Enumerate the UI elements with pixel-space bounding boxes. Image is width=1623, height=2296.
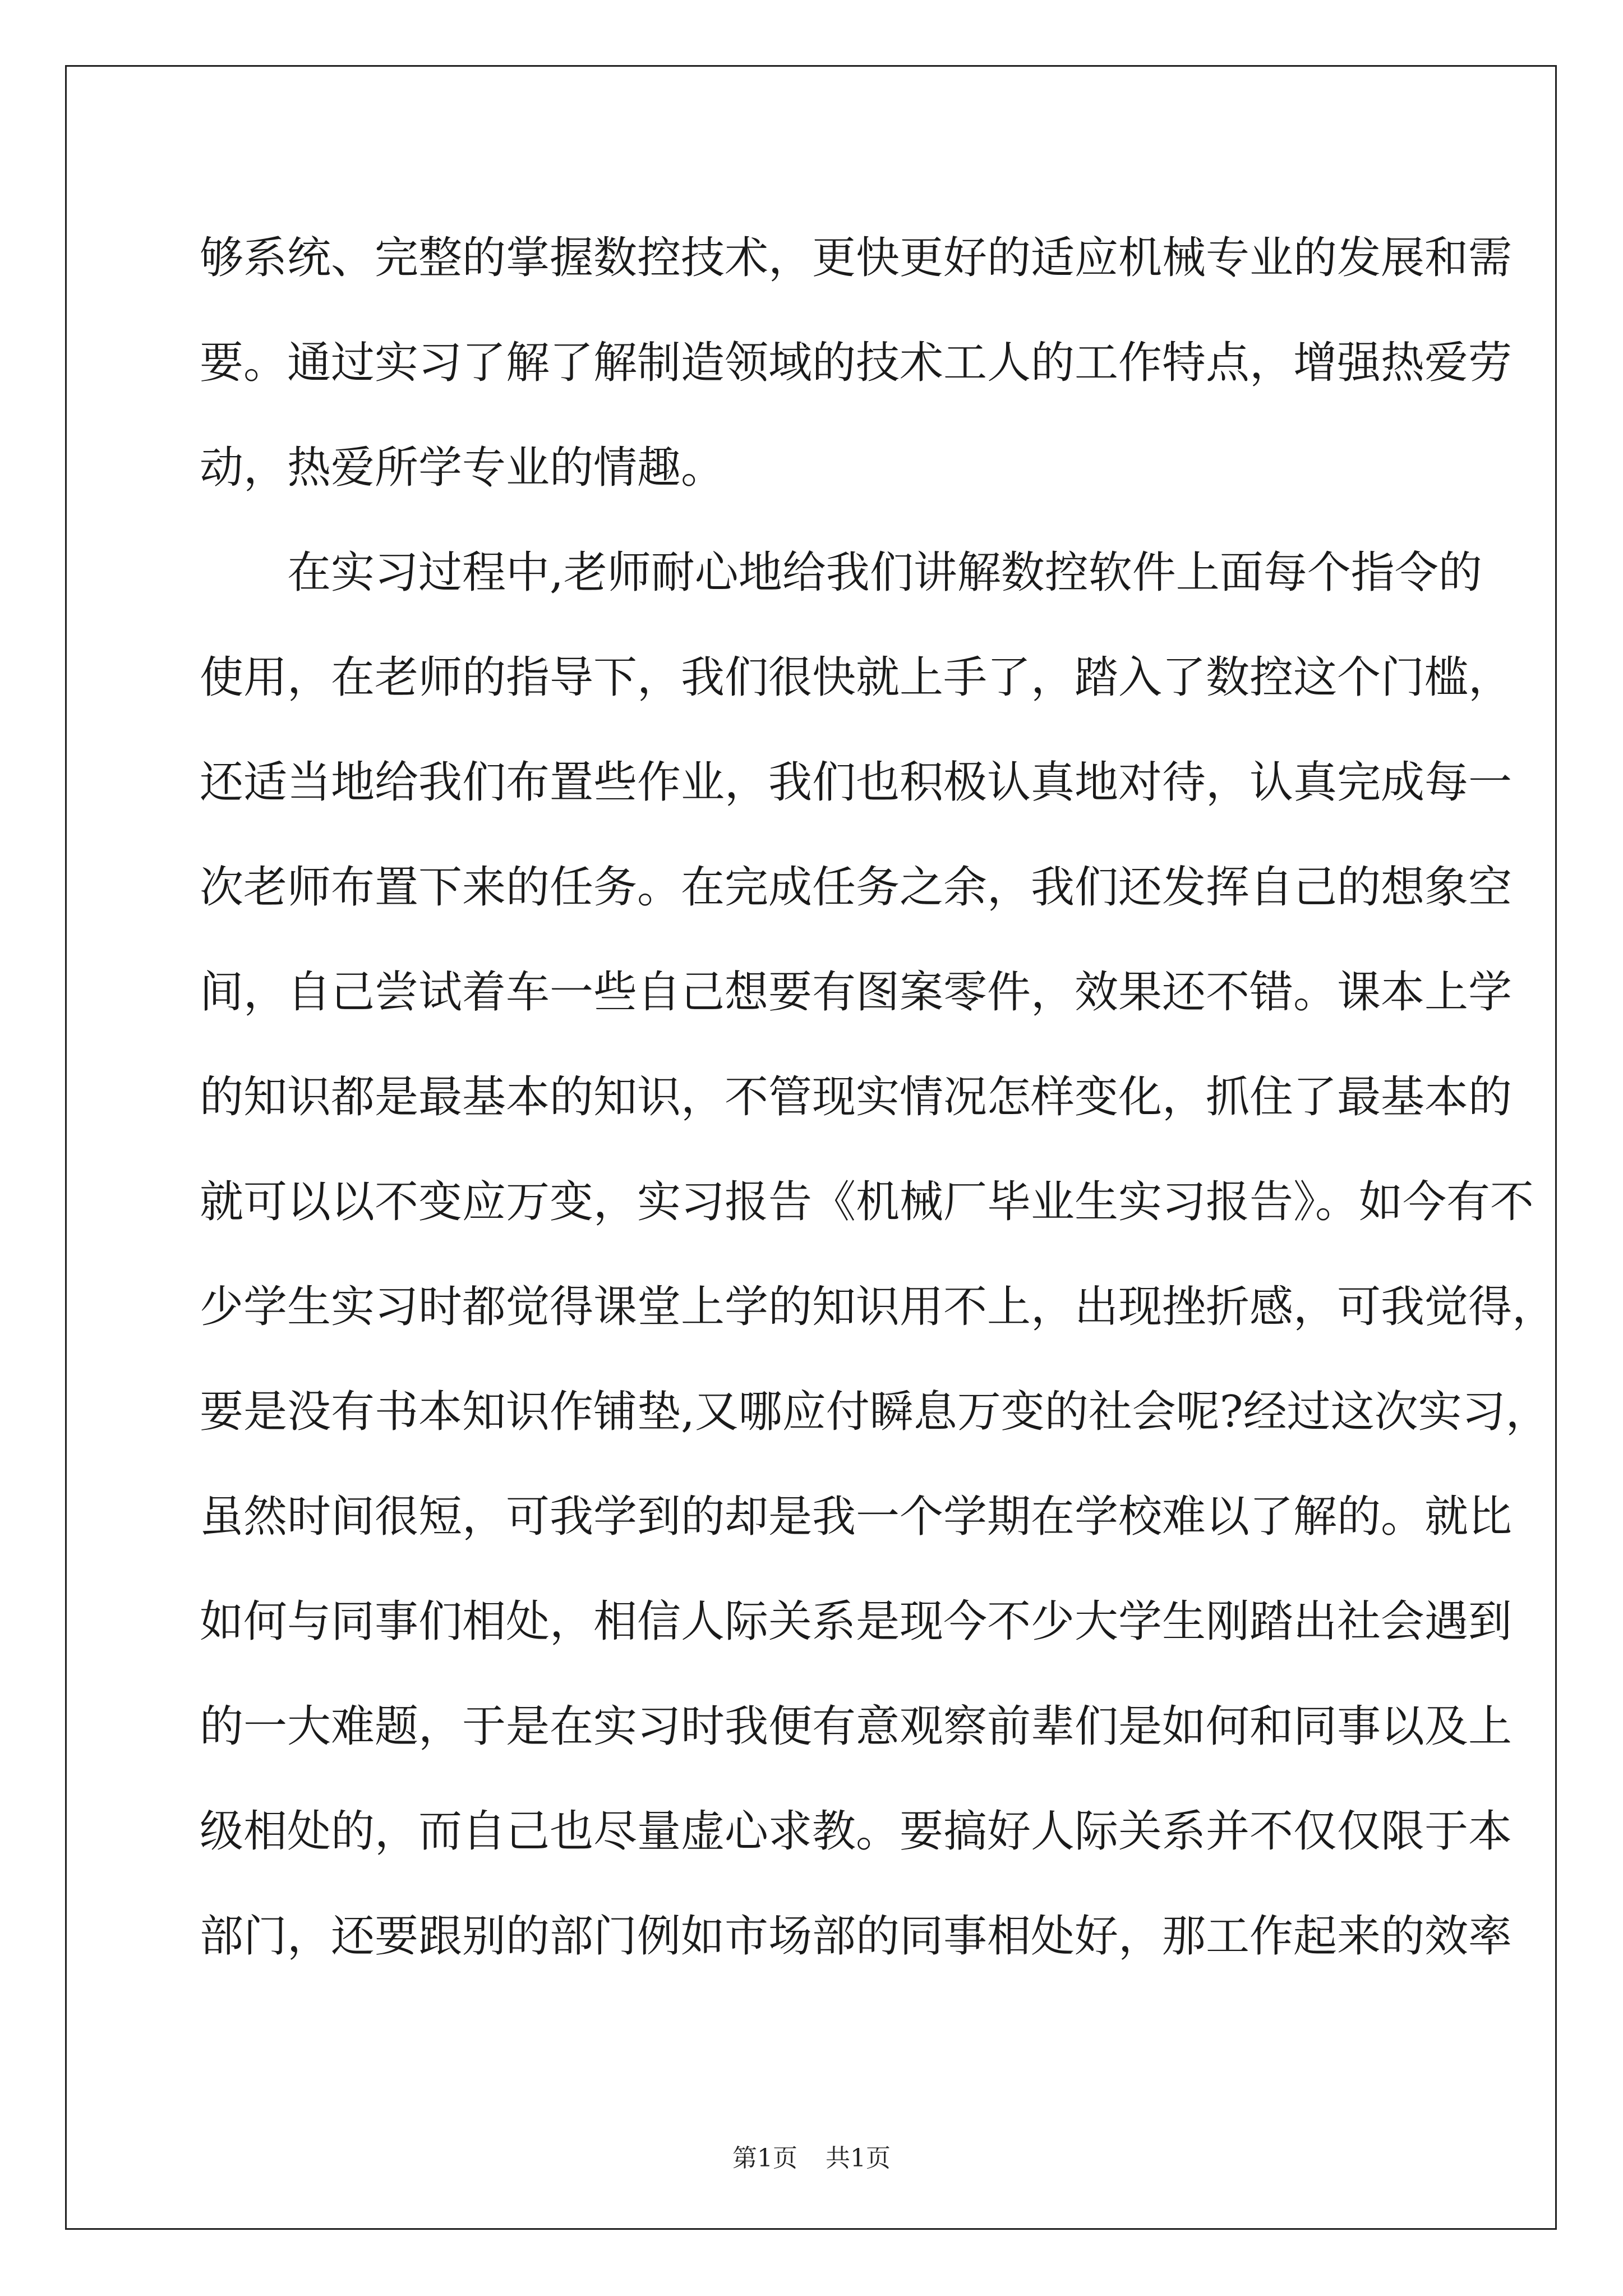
text-line: 就可以以不变应万变，实习报告《机械厂毕业生实习报告》。如今有不 [200,1177,1534,1227]
text-line: 的一大难题，于是在实习时我便有意观察前辈们是如何和同事以及上 [200,1701,1513,1752]
text-line: 的知识都是最基本的知识，不管现实情况怎样变化，抓住了最基本的 [200,1072,1513,1122]
paragraph-first-line: 在实习过程中,老师耐心地给我们讲解数控软件上面每个指令的 [287,547,1482,598]
text-line: 级相处的，而自己也尽量虚心求教。要搞好人际关系并不仅仅限于本 [200,1806,1513,1857]
text-line: 间，自己尝试着车一些自己想要有图案零件，效果还不错。课本上学 [200,967,1513,1018]
text-line: 部门，还要跟别的部门例如市场部的同事相处好，那工作起来的效率 [200,1911,1513,1962]
text-line: 虽然时间很短，可我学到的却是我一个学期在学校难以了解的。就比 [200,1492,1513,1542]
document-body [200,206,1556,1989]
text-line: 少学生实习时都觉得课堂上学的知识用不上，出现挫折感，可我觉得， [200,1282,1556,1332]
text-line: 还适当地给我们布置些作业，我们也积极认真地对待，认真完成每一 [200,757,1513,808]
text-line: 次老师布置下来的任务。在完成任务之余，我们还发挥自己的想象空 [200,862,1513,913]
page-footer [0,2142,1623,2175]
page-total: 共1页 [826,2144,891,2173]
text-line: 如何与同事们相处，相信人际关系是现今不少大学生刚踏出社会遇到 [200,1596,1513,1647]
text-line: 要是没有书本知识作铺垫,又哪应付瞬息万变的社会呢?经过这次实习， [200,1387,1550,1437]
text-line: 使用，在老师的指导下，我们很快就上手了，踏入了数控这个门槛， [200,652,1513,703]
text-line: 动，热爱所学专业的情趣。 [200,443,725,493]
text-line: 要。通过实习了解了解制造领域的技术工人的工作特点，增强热爱劳 [200,338,1513,388]
text-line: 够系统、完整的掌握数控技术，更快更好的适应机械专业的发展和需 [200,233,1513,283]
page-number: 第1页 [732,2144,797,2173]
